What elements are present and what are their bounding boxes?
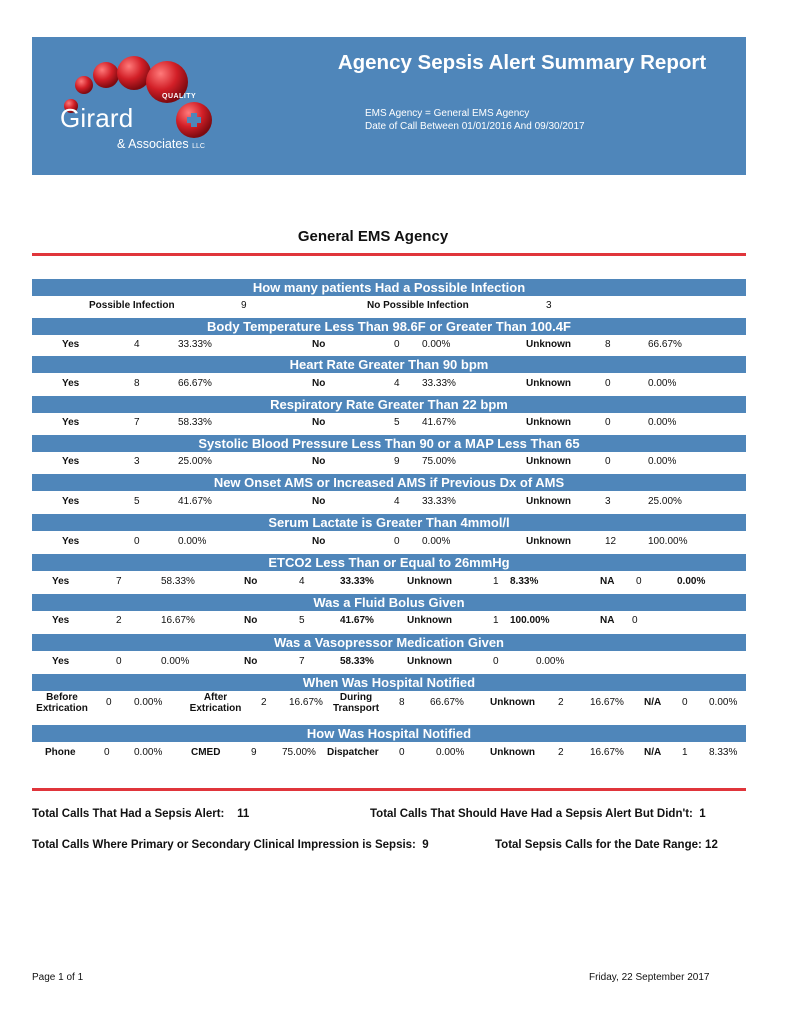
total-clinical-impression: Total Calls Where Primary or Secondary Clinical Impression is Sepsis: 9 [32, 839, 429, 851]
cell-label: No [244, 615, 258, 626]
cell-value: 1 [682, 747, 688, 758]
section-header: How many patients Had a Possible Infection [32, 279, 746, 296]
cell-value: 0.00% [648, 417, 677, 428]
cell-label: 8.33% [510, 576, 539, 587]
cell-value: 2 [261, 697, 267, 708]
cell-label-line: Extrication [36, 703, 88, 714]
cell-label: Phone [45, 747, 76, 758]
cell-value: 0.00% [134, 747, 163, 758]
cell-label-line: Transport [332, 703, 380, 714]
cell-value: 0.00% [422, 339, 451, 350]
report-title: Agency Sepsis Alert Summary Report [337, 51, 707, 74]
cell-label: No [312, 378, 326, 389]
cell-value: 0 [636, 576, 642, 587]
cell-value: 9 [394, 456, 400, 467]
cell-value: 5 [299, 615, 305, 626]
cell-value: 0 [493, 656, 499, 667]
cell-value: 58.33% [161, 576, 195, 587]
logo-name: Girard [60, 103, 134, 133]
cell-value: 41.67% [178, 496, 212, 507]
cell-value: 33.33% [178, 339, 212, 350]
section-header: Body Temperature Less Than 98.6F or Greater Than 100.4F [32, 318, 746, 335]
cell-value: 3 [134, 456, 140, 467]
cell-label: Possible Infection [89, 300, 175, 311]
cell-value: 7 [134, 417, 140, 428]
cell-value: 2 [558, 747, 564, 758]
cell-value: 0 [605, 417, 611, 428]
cell-value: 0 [134, 536, 140, 547]
cell-value: 0 [632, 615, 638, 626]
cell-value: 4 [299, 576, 305, 587]
section-header: Systolic Blood Pressure Less Than 90 or a MAP Less Than 65 [32, 435, 746, 452]
cell-label: No [312, 456, 326, 467]
cell-value: 0.00% [648, 456, 677, 467]
report-header [32, 37, 746, 175]
page-number: Page 1 of 1 [32, 972, 84, 983]
cell-label: Unknown [526, 339, 571, 350]
cell-value: 25.00% [648, 496, 682, 507]
cell-value: 33.33% [422, 378, 456, 389]
cell-label [33, 692, 91, 714]
section-header: New Onset AMS or Increased AMS if Previous Dx of AMS [32, 474, 746, 491]
cell-value: 0.00% [422, 536, 451, 547]
cell-label-line: Extrication [189, 703, 242, 714]
cell-value: 7 [116, 576, 122, 587]
cell-value: 4 [394, 496, 400, 507]
cell-value: 7 [299, 656, 305, 667]
cell-label: No [244, 576, 258, 587]
cell-label: NA [600, 615, 615, 626]
cell-label: N/A [644, 697, 662, 708]
cell-value: 8 [134, 378, 140, 389]
print-date: Friday, 22 September 2017 [589, 972, 710, 983]
cell-value: 8 [605, 339, 611, 350]
cell-value: 5 [394, 417, 400, 428]
cell-label-line: Before [46, 692, 78, 703]
section-header: When Was Hospital Notified [32, 674, 746, 691]
cell-value: 25.00% [178, 456, 212, 467]
cell-value: 2 [558, 697, 564, 708]
cell-label: No [244, 656, 258, 667]
cell-label: 41.67% [340, 615, 374, 626]
cell-value: 16.67% [289, 697, 323, 708]
cell-label: Yes [52, 615, 70, 626]
cell-label: Yes [62, 339, 80, 350]
cell-value: 66.67% [648, 339, 682, 350]
cell-value: 8.33% [709, 747, 738, 758]
cell-value: 4 [134, 339, 140, 350]
cell-label: Unknown [407, 576, 452, 587]
report-filters [365, 108, 585, 133]
cell-value: 12 [605, 536, 617, 547]
cell-label: Unknown [407, 615, 452, 626]
cell-value: 0.00% [178, 536, 207, 547]
cell-label: 33.33% [340, 576, 374, 587]
cell-label: Yes [62, 378, 80, 389]
cell-label: Unknown [526, 456, 571, 467]
cell-value: 0 [394, 339, 400, 350]
cell-label-line: After [203, 692, 228, 703]
cell-label: Unknown [526, 496, 571, 507]
cell-label: No [312, 339, 326, 350]
cell-value: 66.67% [430, 697, 464, 708]
cell-label: NA [600, 576, 615, 587]
cell-label: 58.33% [340, 656, 374, 667]
total-sepsis-alert: Total Calls That Had a Sepsis Alert: 11 [32, 808, 250, 820]
logo-subtitle: & Associates LLC [117, 137, 205, 151]
section-header: ETCO2 Less Than or Equal to 26mmHg [32, 554, 746, 571]
cell-label: CMED [191, 747, 221, 758]
section-header: Was a Vasopressor Medication Given [32, 634, 746, 651]
cell-label: No [312, 536, 326, 547]
cell-value: 16.67% [590, 747, 624, 758]
agency-title: General EMS Agency [297, 228, 449, 245]
logo-quality-text: QUALITY [162, 93, 197, 100]
cell-value: 66.67% [178, 378, 212, 389]
cell-value: 0.00% [709, 697, 738, 708]
cell-value: 58.33% [178, 417, 212, 428]
cell-value: 33.33% [422, 496, 456, 507]
cell-label: Unknown [490, 747, 535, 758]
cell-label: Unknown [490, 697, 535, 708]
bottom-divider [32, 788, 746, 791]
cell-label: Yes [62, 496, 80, 507]
cell-label: Dispatcher [327, 747, 379, 758]
section-header: Was a Fluid Bolus Given [32, 594, 746, 611]
cell-value: 0 [605, 456, 611, 467]
cell-label: N/A [644, 747, 662, 758]
cell-value: 0 [682, 697, 688, 708]
section-header: Respiratory Rate Greater Than 22 bpm [32, 396, 746, 413]
cell-value: 41.67% [422, 417, 456, 428]
cell-value: 75.00% [282, 747, 316, 758]
cell-value: 2 [116, 615, 122, 626]
cell-value: 0.00% [436, 747, 465, 758]
cell-label: No [312, 417, 326, 428]
cell-label [330, 692, 382, 714]
date-filter: Date of Call Between 01/01/2016 And 09/30/2017 [365, 120, 585, 132]
cell-label: No Possible Infection [367, 300, 469, 311]
cell-value: 16.67% [590, 697, 624, 708]
cell-value: 0.00% [536, 656, 565, 667]
cell-label: Yes [62, 417, 80, 428]
cell-value: 0 [116, 656, 122, 667]
top-divider [32, 253, 746, 256]
cell-value: 75.00% [422, 456, 456, 467]
cell-label: No [312, 496, 326, 507]
cell-value: 0 [394, 536, 400, 547]
cell-value: 3 [546, 300, 552, 311]
cell-label: Yes [62, 456, 80, 467]
total-date-range: Total Sepsis Calls for the Date Range: 12 [495, 839, 718, 851]
cell-label: Unknown [526, 417, 571, 428]
cell-value: 9 [251, 747, 257, 758]
cell-value: 100.00% [648, 536, 688, 547]
cell-value: 0.00% [134, 697, 163, 708]
cell-value: 8 [399, 697, 405, 708]
cell-label [188, 692, 243, 714]
cell-value: 3 [605, 496, 611, 507]
section-header: Serum Lactate is Greater Than 4mmol/l [32, 514, 746, 531]
cell-label: 0.00% [677, 576, 706, 587]
cell-value: 0 [399, 747, 405, 758]
cell-value: 0.00% [648, 378, 677, 389]
cell-value: 0 [605, 378, 611, 389]
cell-label: Yes [62, 536, 80, 547]
cell-value: 5 [134, 496, 140, 507]
cell-label-line: During [339, 692, 373, 703]
section-header: Heart Rate Greater Than 90 bpm [32, 356, 746, 373]
cell-value: 0 [104, 747, 110, 758]
agency-filter: EMS Agency = General EMS Agency [365, 108, 530, 119]
cell-value: 1 [493, 615, 499, 626]
cell-label: Unknown [526, 378, 571, 389]
cell-value: 0.00% [161, 656, 190, 667]
cell-label: Unknown [526, 536, 571, 547]
cell-label: Yes [52, 656, 70, 667]
cell-label: Unknown [407, 656, 452, 667]
cell-value: 1 [493, 576, 499, 587]
section-header: How Was Hospital Notified [32, 725, 746, 742]
cell-value: 0 [106, 697, 112, 708]
cell-label: 100.00% [510, 615, 550, 626]
cell-value: 9 [241, 300, 247, 311]
cell-label: Yes [52, 576, 70, 587]
cell-value: 16.67% [161, 615, 195, 626]
cell-value: 4 [394, 378, 400, 389]
total-should-have-alert: Total Calls That Should Have Had a Sepsis Alert But Didn't: 1 [370, 808, 706, 820]
